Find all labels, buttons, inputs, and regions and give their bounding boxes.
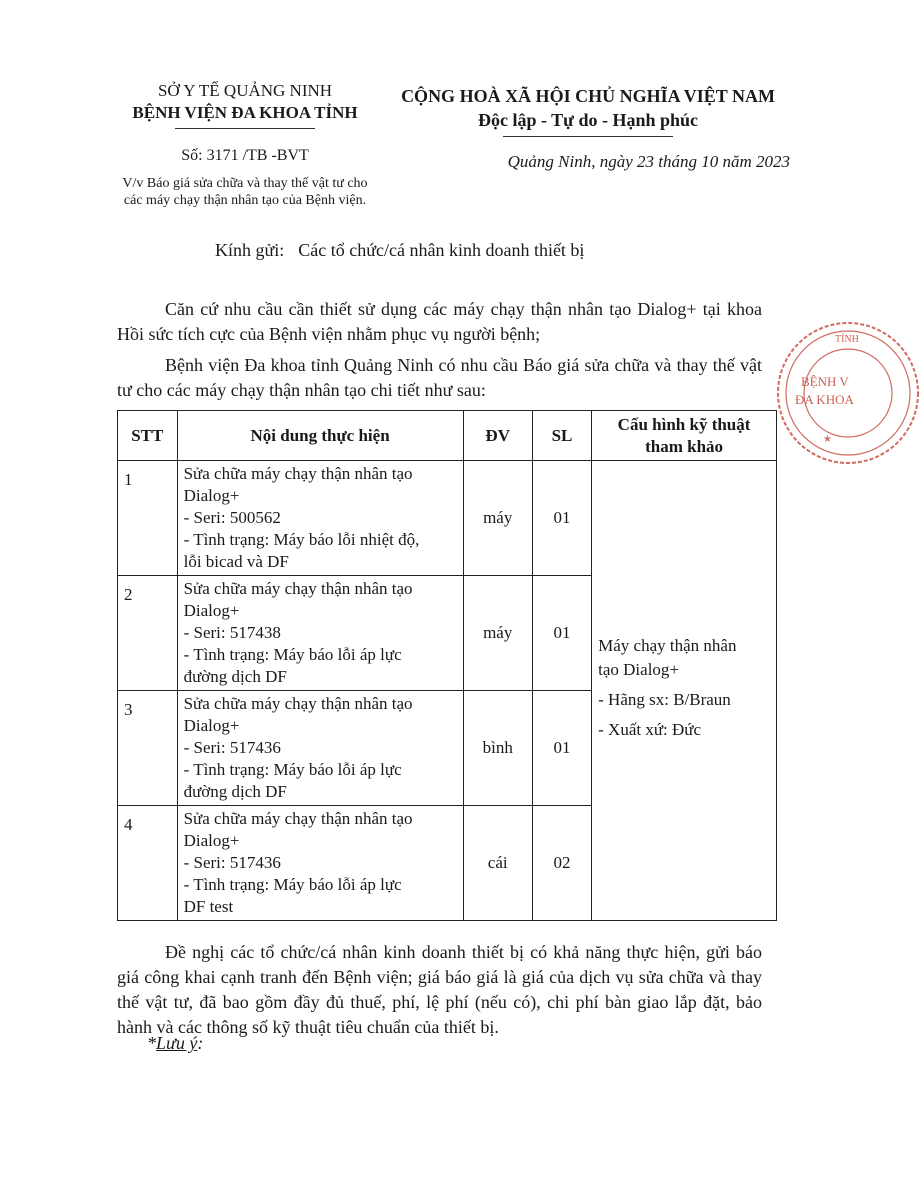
department-name: SỞ Y TẾ QUẢNG NINH: [157, 81, 333, 100]
hospital-stamp: [773, 318, 923, 468]
row-content: Sửa chữa máy chạy thận nhân tạo Dialog+ - Seri: 517436 - Tình trạng: Máy báo lỗi áp lực đường dịch DF: [177, 691, 463, 806]
nation-title: CỘNG HOÀ XÃ HỘI CHỦ NGHĨA VIỆT NAM: [401, 86, 775, 106]
table-row: [118, 461, 777, 576]
header-unit: ĐV: [463, 411, 532, 461]
paragraph-request: Bệnh viện Đa khoa tỉnh Quảng Ninh có nhu cầu Báo giá sửa chữa và thay thế vật tư cho các máy chạy thận nhân tạo chi tiết như sau:: [117, 355, 762, 400]
row-qty: 02: [532, 806, 591, 921]
config-cell: [592, 461, 777, 921]
paragraph-proposal: Đề nghị các tổ chức/cá nhân kinh doanh thiết bị có khả năng thực hiện, gửi báo giá công khai cạnh tranh đến Bệnh viện; giá báo giá là giá của dịch vụ sửa chữa và thay thế vật tư, đã bao gồm đầy đủ thuế, phí, lệ phí (nếu có), chi phí bàn giao lắp đặt, bảo hành và các thông số kỹ thuật tiêu chuẩn của thiết bị.: [117, 942, 762, 1037]
row-content: Sửa chữa máy chạy thận nhân tạo Dialog+ - Seri: 500562 - Tình trạng: Máy báo lỗi nhiệt độ, lỗi bicad và DF: [177, 461, 463, 576]
recipient-line: [215, 240, 584, 261]
row-unit: máy: [463, 461, 532, 576]
header-qty: SL: [532, 411, 591, 461]
row-stt: 2: [118, 576, 178, 691]
hospital-name: BỆNH VIỆN ĐA KHOA TỈNH: [132, 103, 358, 122]
row-content: Sửa chữa máy chạy thận nhân tạo Dialog+ - Seri: 517438 - Tình trạng: Máy báo lỗi áp lực đường dịch DF: [177, 576, 463, 691]
issuer-block: [105, 80, 385, 209]
config-origin: - Xuất xứ: Đức: [598, 719, 702, 739]
row-stt: 3: [118, 691, 178, 806]
row-content: Sửa chữa máy chạy thận nhân tạo Dialog+ - Seri: 517436 - Tình trạng: Máy báo lỗi áp lực DF test: [177, 806, 463, 921]
row-qty: 01: [532, 691, 591, 806]
row-unit: máy: [463, 576, 532, 691]
note-heading: *Lưu ý:: [147, 1033, 204, 1053]
repair-items-table: [117, 410, 777, 921]
table-header-row: [118, 411, 777, 461]
config-line-1: Máy chạy thận nhân: [598, 635, 737, 655]
note-label: Lưu ý: [156, 1033, 198, 1053]
header-stt: STT: [118, 411, 178, 461]
recipient-label: Kính gửi:: [215, 240, 285, 260]
paragraph-basis: Căn cứ nhu cầu cần thiết sử dụng các máy chạy thận nhân tạo Dialog+ tại khoa Hồi sức tích cực của Bệnh viện nhằm phục vụ người bệnh;: [117, 299, 762, 344]
national-heading: [398, 84, 778, 137]
svg-text:★: ★: [823, 434, 832, 445]
stamp-ring-text: TỈNH: [835, 334, 859, 345]
config-line-2: tạo Dialog+: [598, 659, 679, 679]
document-number: Số: 3171 /TB -BVT: [181, 147, 309, 164]
issuer-underline: [175, 128, 315, 129]
row-stt: 4: [118, 806, 178, 921]
header-config: Cấu hình kỹ thuật tham khảo: [592, 411, 777, 461]
recipient-text: Các tổ chức/cá nhân kinh doanh thiết bị: [298, 240, 585, 260]
config-brand: - Hãng sx: B/Braun: [598, 689, 731, 709]
subject-line-1: V/v Báo giá sửa chữa và thay thế vật tư cho: [122, 176, 368, 191]
stamp-text-line1: BỆNH V: [801, 374, 849, 389]
header-content: Nội dung thực hiện: [177, 411, 463, 461]
national-motto: Độc lập - Tự do - Hạnh phúc: [477, 110, 699, 130]
stamp-text-line2: ĐA KHOA: [795, 392, 854, 407]
row-unit: bình: [463, 691, 532, 806]
motto-underline: [503, 136, 673, 137]
document-date: Quảng Ninh, ngày 23 tháng 10 năm 2023: [507, 152, 790, 171]
row-qty: 01: [532, 461, 591, 576]
row-unit: cái: [463, 806, 532, 921]
row-stt: 1: [118, 461, 178, 576]
row-qty: 01: [532, 576, 591, 691]
subject-line-2: các máy chạy thận nhân tạo của Bệnh viện.: [123, 193, 367, 208]
